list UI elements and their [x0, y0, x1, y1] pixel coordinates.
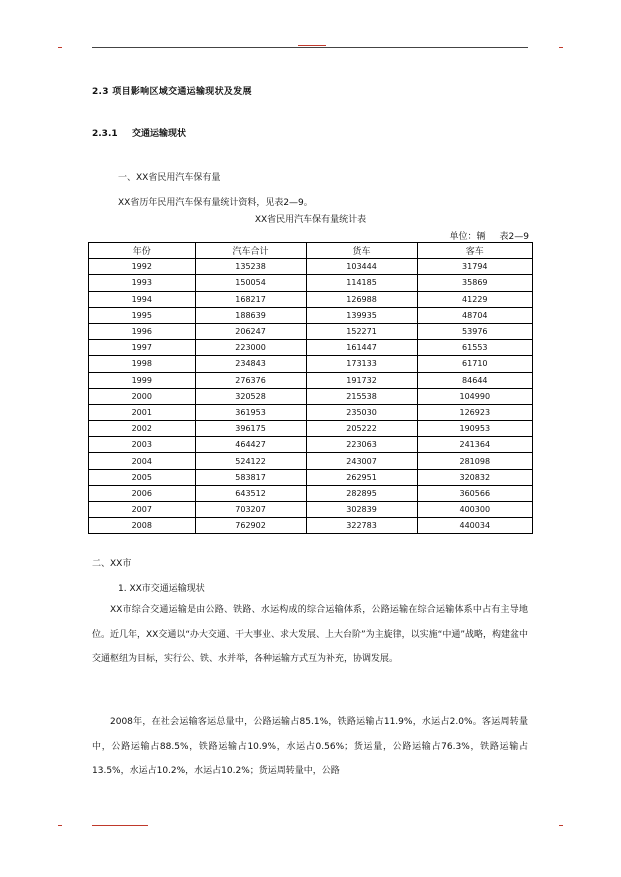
table-row	[89, 307, 533, 323]
subsection-number: 2.3.1	[92, 129, 118, 139]
header-mark	[298, 45, 326, 46]
table-row	[89, 437, 533, 453]
table-body	[89, 259, 533, 534]
cell-trucks: 205222	[306, 421, 417, 437]
cell-total: 361953	[195, 404, 306, 420]
cell-year: 1996	[89, 323, 196, 339]
cell-trucks: 114185	[306, 275, 417, 291]
cell-total: 703207	[195, 502, 306, 518]
cell-buses: 190953	[417, 421, 532, 437]
cell-buses: 360566	[417, 485, 532, 501]
cell-total: 762902	[195, 518, 306, 534]
cell-year: 2004	[89, 453, 196, 469]
cell-trucks: 223063	[306, 437, 417, 453]
cell-total: 464427	[195, 437, 306, 453]
cell-buses: 84644	[417, 372, 532, 388]
header-trucks: 货车	[306, 243, 417, 259]
header-total: 汽车合计	[195, 243, 306, 259]
cell-total: 135238	[195, 259, 306, 275]
cell-trucks: 161447	[306, 340, 417, 356]
cell-trucks: 103444	[306, 259, 417, 275]
paragraph-1	[92, 598, 528, 672]
cell-year: 1998	[89, 356, 196, 372]
cell-buses: 48704	[417, 307, 532, 323]
table-row	[89, 388, 533, 404]
table-row	[89, 453, 533, 469]
table-number: 表2—9	[499, 232, 529, 242]
cell-buses: 31794	[417, 259, 532, 275]
section-heading: 2.3 项目影响区域交通运输现状及发展	[92, 87, 252, 97]
footer-rule	[92, 825, 148, 826]
cell-year: 1997	[89, 340, 196, 356]
table-row	[89, 469, 533, 485]
cell-total: 320528	[195, 388, 306, 404]
cell-trucks: 139935	[306, 307, 417, 323]
cell-trucks: 215538	[306, 388, 417, 404]
sub1-intro: XX省历年民用汽车保有量统计资料，见表2—9。	[118, 198, 313, 208]
cell-year: 1995	[89, 307, 196, 323]
cell-trucks: 191732	[306, 372, 417, 388]
subsection-title: 交通运输现状	[132, 129, 187, 139]
cell-year: 2005	[89, 469, 196, 485]
cell-trucks: 235030	[306, 404, 417, 420]
table-row	[89, 356, 533, 372]
table-row	[89, 421, 533, 437]
cell-trucks: 126988	[306, 291, 417, 307]
table-header-row	[89, 243, 533, 259]
cell-trucks: 302839	[306, 502, 417, 518]
sub2-item1: 1. XX市交通运输现状	[118, 584, 205, 594]
cell-total: 396175	[195, 421, 306, 437]
corner-mark-top-left	[58, 47, 62, 48]
paragraph-1-text: XX市综合交通运输是由公路、铁路、水运构成的综合运输体系，公路运输在综合运输体系中占有主导地位。近几年，XX交通以“办大交通、干大事业、求大发展、上大台阶”为主旋律，以实施“中通”战略，构建盆中交通枢纽为目标，实行公、铁、水并举，各种运输方式互为补充，协调发展。	[92, 605, 528, 664]
table-row	[89, 502, 533, 518]
corner-mark-top-right	[559, 47, 563, 48]
cell-trucks: 282895	[306, 485, 417, 501]
header-rule	[92, 47, 528, 48]
cell-total: 150054	[195, 275, 306, 291]
cell-total: 234843	[195, 356, 306, 372]
cell-trucks: 152271	[306, 323, 417, 339]
cell-total: 206247	[195, 323, 306, 339]
cell-year: 2000	[89, 388, 196, 404]
cell-buses: 53976	[417, 323, 532, 339]
cell-year: 2001	[89, 404, 196, 420]
cell-buses: 281098	[417, 453, 532, 469]
cell-buses: 241364	[417, 437, 532, 453]
table-row	[89, 259, 533, 275]
cell-total: 223000	[195, 340, 306, 356]
cell-year: 2003	[89, 437, 196, 453]
header-year: 年份	[89, 243, 196, 259]
table-caption: XX省民用汽车保有量统计表	[254, 215, 367, 225]
table-row	[89, 291, 533, 307]
cell-total: 524122	[195, 453, 306, 469]
corner-mark-bottom-right	[559, 825, 563, 826]
cell-buses: 35869	[417, 275, 532, 291]
cell-year: 2007	[89, 502, 196, 518]
table-row	[89, 404, 533, 420]
cell-year: 1992	[89, 259, 196, 275]
cell-trucks: 243007	[306, 453, 417, 469]
cell-total: 276376	[195, 372, 306, 388]
cell-buses: 320832	[417, 469, 532, 485]
paragraph-2	[92, 710, 528, 784]
cell-buses: 104990	[417, 388, 532, 404]
table-row	[89, 518, 533, 534]
table-row	[89, 485, 533, 501]
vehicle-stats-table	[88, 242, 533, 534]
table-row	[89, 372, 533, 388]
cell-buses: 61553	[417, 340, 532, 356]
sub2-title: 二、XX市	[92, 559, 132, 569]
table-unit: 单位：辆	[449, 232, 486, 242]
cell-trucks: 322783	[306, 518, 417, 534]
cell-year: 1993	[89, 275, 196, 291]
table-row	[89, 323, 533, 339]
table-unit-line	[450, 229, 529, 242]
cell-trucks: 262951	[306, 469, 417, 485]
cell-year: 1994	[89, 291, 196, 307]
cell-total: 168217	[195, 291, 306, 307]
cell-buses: 126923	[417, 404, 532, 420]
cell-year: 1999	[89, 372, 196, 388]
sub1-title: 一、XX省民用汽车保有量	[118, 173, 221, 183]
cell-total: 188639	[195, 307, 306, 323]
table-row	[89, 275, 533, 291]
cell-buses: 61710	[417, 356, 532, 372]
cell-buses: 41229	[417, 291, 532, 307]
cell-buses: 440034	[417, 518, 532, 534]
corner-mark-bottom-left	[58, 825, 62, 826]
cell-year: 2008	[89, 518, 196, 534]
cell-total: 643512	[195, 485, 306, 501]
cell-buses: 400300	[417, 502, 532, 518]
header-buses: 客车	[417, 243, 532, 259]
cell-trucks: 173133	[306, 356, 417, 372]
subsection-heading	[92, 126, 186, 139]
cell-year: 2002	[89, 421, 196, 437]
table-row	[89, 340, 533, 356]
cell-year: 2006	[89, 485, 196, 501]
cell-total: 583817	[195, 469, 306, 485]
paragraph-2-text: 2008年，在社会运输客运总量中，公路运输占85.1%，铁路运输占11.9%，水运占2.0%。客运周转量中，公路运输占88.5%，铁路运输占10.9%，水运占0.56%；货运量，公路运输占76.3%，铁路运输占13.5%，水运占10.2%，水运占10.2%；货运周转量中，公路	[92, 717, 528, 776]
